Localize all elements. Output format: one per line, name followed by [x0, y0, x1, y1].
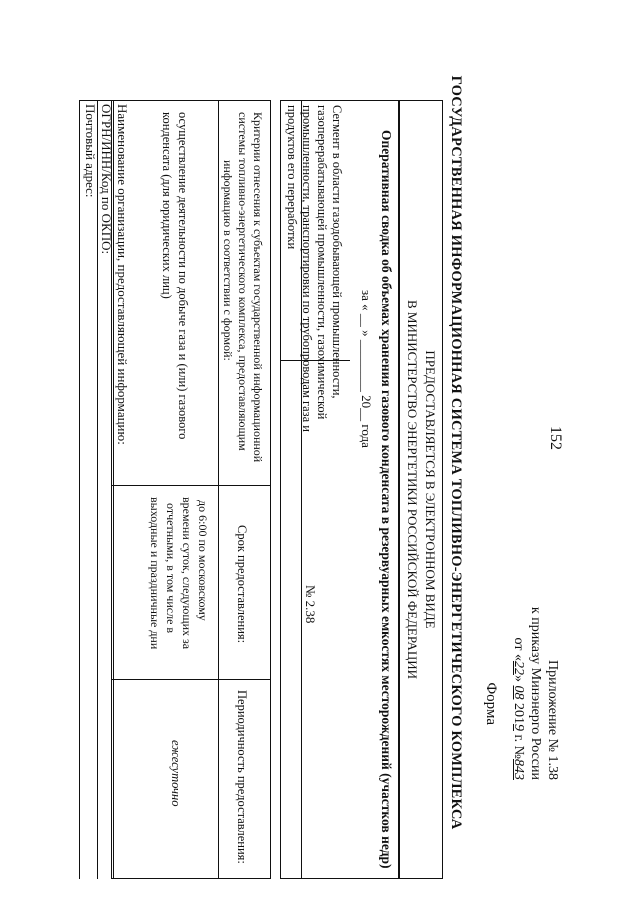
deadline-line-3: отчетными, в том числе в	[164, 503, 178, 634]
organization-left-border	[80, 100, 133, 101]
criteria-header-line-1: Критерии отнесения к субъектам государственной информационной	[251, 112, 265, 463]
segment-line-3: промышленности, транспортировки по трубопроводам газа и	[300, 105, 314, 432]
postal-address-label: Почтовый адрес:	[83, 104, 98, 198]
order-year-digit: 9	[511, 723, 526, 731]
frequency-value: ежесуточно	[169, 740, 183, 807]
form-code: № 2.38	[303, 585, 318, 624]
form-label: Форма	[483, 682, 499, 725]
electronic-line-1: ПРЕДОСТАВЛЯЕТСЯ В ЭЛЕКТРОННОМ ВИДЕ	[423, 350, 438, 629]
appendix-order-ref: к приказу Минэнерго России	[528, 606, 543, 780]
main-title: ГОСУДАРСТВЕННАЯ ИНФОРМАЦИОННАЯ СИСТЕМА ТОПЛИВНО-ЭНЕРГЕТИЧЕСКОГО КОМПЛЕКСА	[448, 75, 464, 830]
appendix-order-date	[510, 638, 526, 780]
order-month: 08	[511, 685, 526, 700]
date-prefix: от «	[511, 637, 526, 661]
deadline-header: Срок предоставления:	[235, 525, 249, 644]
periodicity-header: Периодичность предоставления:	[235, 690, 249, 864]
page-number: 152	[547, 426, 564, 450]
criteria-header-line-3: информацию в соответствии с формой:	[221, 160, 235, 361]
date-sep-3: г. №	[511, 730, 526, 759]
criteria-activity-line-2: конденсата (для юридических лиц)	[160, 112, 174, 299]
appendix-number: Приложение № 1.38	[545, 660, 560, 780]
deadline-line-4: выходные и праздничные дни	[148, 497, 162, 650]
date-sep-1: »	[511, 674, 526, 686]
summary-title: Оперативная сводка об объемах хранения газового конденсата в резервуарных емкостях месторождений (участков недр)	[379, 130, 394, 869]
ogrn-label: ОГРН/ИНН/Код по ОКПО:	[99, 104, 114, 255]
organization-name-label: Наименование организации, предоставляющей информацию:	[115, 104, 130, 445]
criteria-header-divider	[218, 100, 219, 879]
criteria-header-line-2: системы топливно-энергетического комплекса, предоставляющим	[236, 112, 250, 451]
criteria-column-divider-1	[111, 485, 271, 486]
segment-line-1: Сегмент в области газодобывающей промышленности,	[330, 105, 344, 399]
segment-line-2: газоперерабатывающей промышленности, газохимической	[315, 105, 329, 420]
segment-line-4: продуктов его переработки	[285, 105, 299, 250]
criteria-column-divider-2	[111, 679, 271, 680]
deadline-line-2: времени суток, следующих за	[180, 497, 194, 650]
summary-period: за « __ » ________ 20__ года	[359, 290, 374, 448]
order-day: 22	[511, 660, 526, 675]
criteria-activity-line-1: осуществление деятельности по добыче газа и (или) газового	[176, 112, 190, 440]
order-number: 843	[511, 759, 526, 780]
date-sep-2: 201	[511, 699, 526, 724]
organization-underline-3	[79, 100, 80, 879]
electronic-line-2: В МИНИСТЕРСТВО ЭНЕРГЕТИКИ РОССИЙСКОЙ ФЕДЕРАЦИИ	[405, 300, 420, 679]
deadline-line-1: до 6:00 по московскому	[196, 500, 210, 621]
